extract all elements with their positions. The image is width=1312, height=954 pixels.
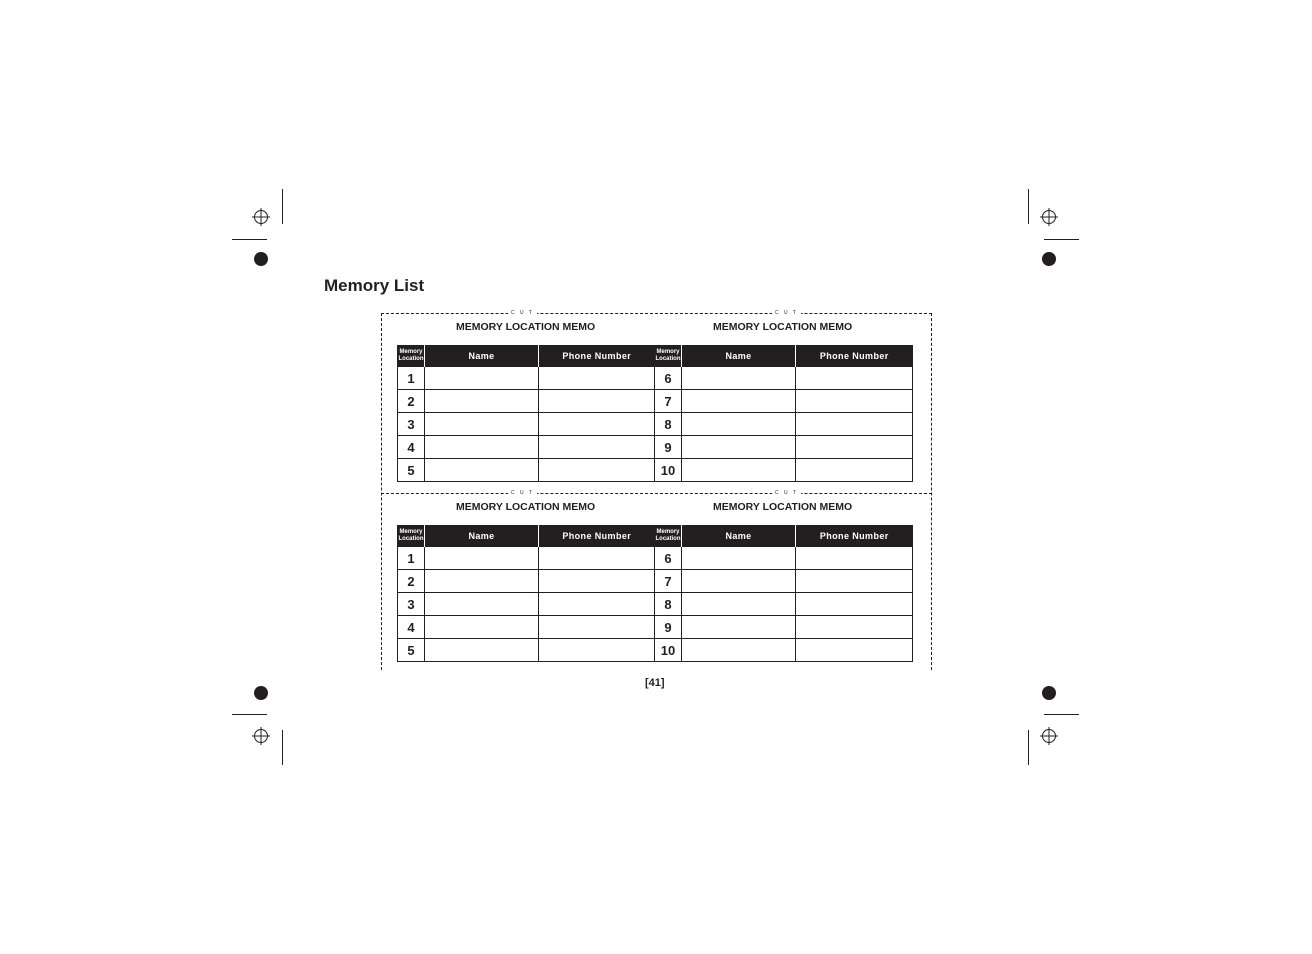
cut-label: C U T [772,310,801,316]
page-number: [41] [645,677,665,689]
memory-location-header: Memory Location [398,525,425,547]
phone-number-header: Phone Number [796,345,913,367]
table-row [398,639,655,662]
memory-location-header: Memory Location [655,525,682,547]
page-title: Memory List [324,276,425,295]
cut-label: C U T [508,310,537,316]
location-number: 2 [398,390,425,413]
cut-label: C U T [772,490,801,496]
name-cell[interactable] [425,390,539,413]
phone-number-cell[interactable] [796,436,913,459]
phone-number-cell[interactable] [796,390,913,413]
phone-number-cell[interactable] [796,593,913,616]
crop-mark-line [1028,189,1029,224]
name-cell[interactable] [425,459,539,482]
phone-number-cell[interactable] [796,639,913,662]
memo-title: MEMORY LOCATION MEMO [713,321,853,333]
phone-number-header: Phone Number [539,525,655,547]
table-header-row [655,345,913,367]
table-row [655,547,913,570]
phone-number-cell[interactable] [539,593,655,616]
name-cell[interactable] [682,547,796,570]
crop-mark-line [232,714,267,715]
cut-border-left [381,313,382,670]
table-row [398,367,655,390]
phone-number-cell[interactable] [796,459,913,482]
location-number: 9 [655,616,682,639]
name-header: Name [682,345,796,367]
memo-table-right [654,525,913,662]
table-row [655,367,913,390]
location-number: 8 [655,413,682,436]
name-cell[interactable] [682,616,796,639]
table-row [655,413,913,436]
name-cell[interactable] [682,639,796,662]
crop-mark-line [1044,239,1079,240]
phone-number-cell[interactable] [796,570,913,593]
table-row [398,570,655,593]
phone-number-cell[interactable] [539,547,655,570]
name-cell[interactable] [682,390,796,413]
memo-table-right [654,345,913,482]
registration-dot-icon [1042,686,1056,700]
name-header: Name [682,525,796,547]
registration-dot-icon [254,252,268,266]
phone-number-cell[interactable] [539,436,655,459]
cut-line-middle [381,493,932,494]
name-cell[interactable] [425,570,539,593]
name-cell[interactable] [425,367,539,390]
location-number: 3 [398,413,425,436]
table-row [398,413,655,436]
location-number: 6 [655,547,682,570]
memo-table-left [397,345,655,482]
table-row [655,639,913,662]
location-number: 7 [655,390,682,413]
crop-mark-line [1044,714,1079,715]
table-row [398,547,655,570]
location-number: 6 [655,367,682,390]
phone-number-header: Phone Number [796,525,913,547]
registration-dot-icon [1042,252,1056,266]
table-header-row [398,525,655,547]
phone-number-cell[interactable] [539,639,655,662]
table-row [655,593,913,616]
location-number: 10 [655,459,682,482]
location-number: 5 [398,459,425,482]
name-cell[interactable] [682,367,796,390]
table-row [398,616,655,639]
crop-mark-line [1028,730,1029,765]
name-cell[interactable] [682,413,796,436]
cut-label: C U T [508,490,537,496]
location-number: 4 [398,616,425,639]
table-header-row [655,525,913,547]
location-number: 8 [655,593,682,616]
table-row [398,459,655,482]
location-number: 3 [398,593,425,616]
phone-number-cell[interactable] [539,413,655,436]
table-row [655,570,913,593]
memo-title: MEMORY LOCATION MEMO [456,501,596,513]
crop-mark-line [232,239,267,240]
registration-dot-icon [254,686,268,700]
memory-location-header: Memory Location [655,345,682,367]
location-number: 4 [398,436,425,459]
name-cell[interactable] [425,593,539,616]
table-row [398,390,655,413]
memo-table-left [397,525,655,662]
phone-number-cell[interactable] [539,390,655,413]
location-number: 1 [398,547,425,570]
registration-target-icon [252,727,270,745]
registration-target-icon [1040,727,1058,745]
phone-number-cell[interactable] [796,547,913,570]
name-cell[interactable] [425,547,539,570]
location-number: 7 [655,570,682,593]
crop-mark-line [282,730,283,765]
name-cell[interactable] [682,593,796,616]
phone-number-cell[interactable] [539,616,655,639]
name-cell[interactable] [425,639,539,662]
name-header: Name [425,345,539,367]
table-row [398,436,655,459]
table-row [398,593,655,616]
name-header: Name [425,525,539,547]
name-cell[interactable] [682,436,796,459]
phone-number-cell[interactable] [539,570,655,593]
memory-location-header: Memory Location [398,345,425,367]
location-number: 5 [398,639,425,662]
name-cell[interactable] [425,413,539,436]
phone-number-cell[interactable] [796,413,913,436]
table-row [655,390,913,413]
name-cell[interactable] [682,459,796,482]
location-number: 9 [655,436,682,459]
table-header-row [398,345,655,367]
memo-title: MEMORY LOCATION MEMO [456,321,596,333]
table-row [655,459,913,482]
cut-line-top [381,313,932,314]
phone-number-cell[interactable] [796,367,913,390]
name-cell[interactable] [425,436,539,459]
registration-target-icon [1040,208,1058,226]
memo-title: MEMORY LOCATION MEMO [713,501,853,513]
table-row [655,616,913,639]
location-number: 1 [398,367,425,390]
phone-number-header: Phone Number [539,345,655,367]
phone-number-cell[interactable] [539,367,655,390]
cut-border-right [931,313,932,670]
registration-target-icon [252,208,270,226]
location-number: 10 [655,639,682,662]
crop-mark-line [282,189,283,224]
location-number: 2 [398,570,425,593]
phone-number-cell[interactable] [539,459,655,482]
table-row [655,436,913,459]
name-cell[interactable] [682,570,796,593]
phone-number-cell[interactable] [796,616,913,639]
name-cell[interactable] [425,616,539,639]
